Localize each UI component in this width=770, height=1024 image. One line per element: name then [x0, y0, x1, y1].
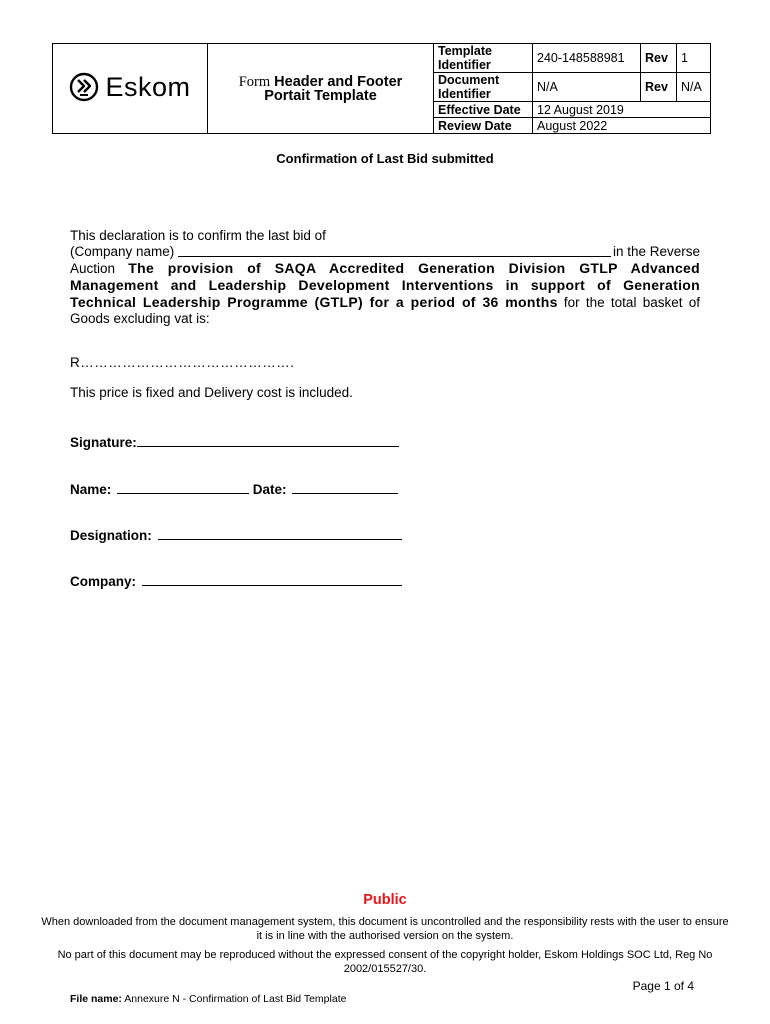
- name-label: Name:: [70, 482, 112, 497]
- file-name: [70, 993, 346, 1005]
- designation-blank[interactable]: [158, 525, 402, 540]
- form-title: [208, 44, 434, 134]
- document-identifier-label: Document Identifier: [434, 73, 533, 102]
- project-tail: for the total basket of Goods excluding vat is:: [70, 295, 700, 326]
- header-table: [52, 43, 711, 134]
- eskom-logo: [69, 72, 190, 102]
- name-blank[interactable]: [117, 479, 249, 494]
- date-blank[interactable]: [292, 479, 398, 494]
- form-title-part2: Portait Template: [264, 87, 377, 104]
- page-number: Page 1 of 4: [632, 979, 694, 993]
- declaration-line1: This declaration is to confirm the last bid of: [70, 228, 326, 243]
- form-title-part1: Header and Footer: [274, 73, 403, 90]
- auction-word: Auction: [70, 261, 116, 276]
- project-paragraph: [70, 260, 700, 327]
- company-name-suffix: in the Reverse: [612, 244, 700, 259]
- eskom-logo-icon: [69, 72, 99, 102]
- company-field: [70, 571, 402, 589]
- disclaimer-copyright: No part of this document may be reproduced without the expressed consent of the copyright holder, Eskom Holdings SOC Ltd, Reg No 2002/015527/30.: [57, 949, 713, 975]
- disclaimer-uncontrolled: When downloaded from the document management system, this document is uncontrolled and the responsibility rests with the user to ensure it is in line with the authorised version on the system.: [41, 916, 729, 942]
- designation-label: Designation:: [70, 528, 152, 543]
- review-date-value: August 2022: [533, 118, 711, 134]
- signature-blank[interactable]: [137, 432, 399, 447]
- signature-field: [70, 432, 399, 450]
- bid-amount-line[interactable]: R……………………………………….: [70, 355, 295, 370]
- document-rev-label: Rev: [641, 73, 677, 102]
- document-rev-value: N/A: [677, 73, 711, 102]
- file-name-value: Annexure N - Confirmation of Last Bid Template: [124, 993, 347, 1005]
- template-rev-value: 1: [677, 44, 711, 73]
- template-rev-label: Rev: [641, 44, 677, 73]
- file-name-label: File name:: [70, 993, 122, 1005]
- name-date-field: [70, 479, 398, 497]
- effective-date-value: 12 August 2019: [533, 102, 711, 118]
- effective-date-label: Effective Date: [434, 102, 533, 118]
- company-name-prefix: (Company name): [70, 244, 175, 259]
- logo-cell: [53, 44, 208, 134]
- classification-label: Public: [363, 892, 407, 908]
- form-title-prefix: Form: [238, 73, 271, 90]
- company-label: Company:: [70, 574, 137, 589]
- company-name-blank[interactable]: [178, 244, 611, 257]
- document-identifier-value: N/A: [533, 73, 641, 102]
- declaration-block: [70, 228, 700, 327]
- logo-wordmark: Eskom: [105, 72, 191, 102]
- company-blank[interactable]: [142, 571, 402, 586]
- date-label: Date:: [252, 482, 287, 497]
- company-name-line: [70, 244, 700, 260]
- template-identifier-label: Template Identifier: [434, 44, 533, 73]
- project-description: The provision of SAQA Accredited Generation Division GTLP Advanced Management and Leadership Development Interventions in support of Generation Technical Leadership Programme (GTLP) for a period of 36 months: [70, 260, 700, 310]
- review-date-label: Review Date: [434, 118, 533, 134]
- price-note: This price is fixed and Delivery cost is included.: [70, 385, 353, 400]
- designation-field: [70, 525, 402, 543]
- document-title: Confirmation of Last Bid submitted: [276, 151, 494, 166]
- signature-label: Signature:: [70, 435, 137, 450]
- template-identifier-value: 240-148588981: [533, 44, 641, 73]
